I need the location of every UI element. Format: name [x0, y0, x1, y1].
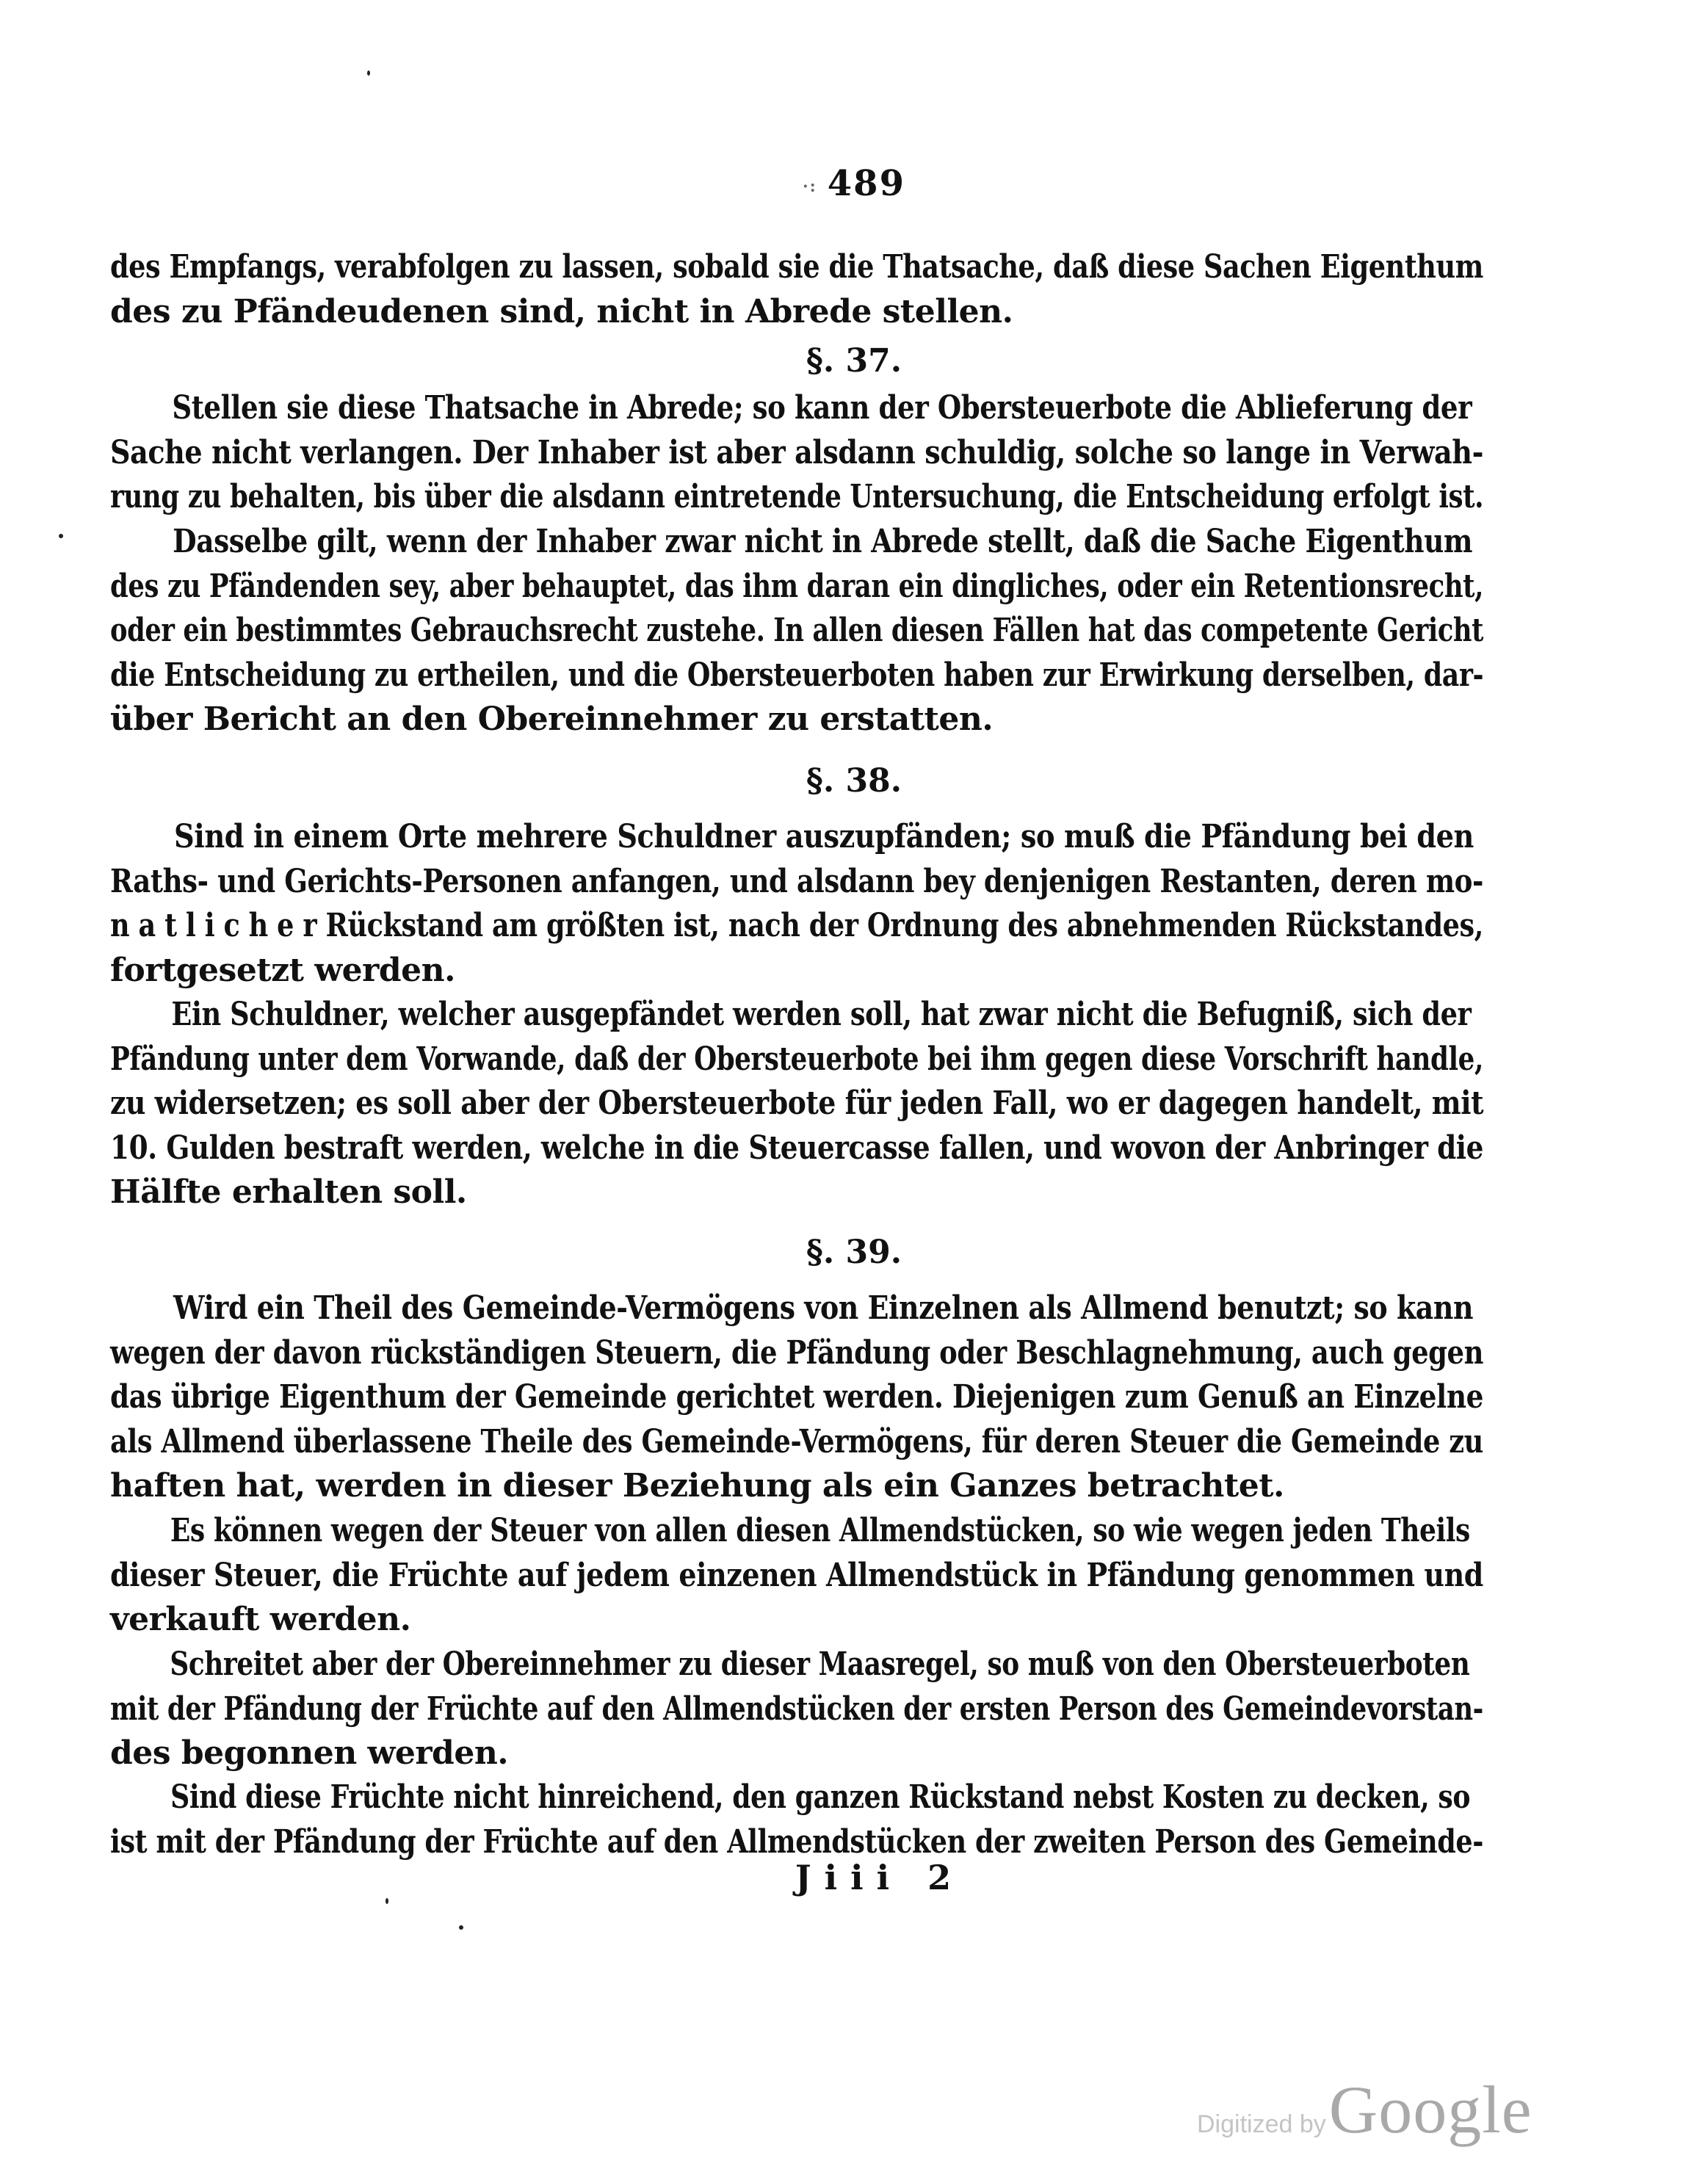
- scan-speck: [367, 70, 370, 76]
- watermark-prefix: Digitized by: [1197, 2110, 1326, 2138]
- section-38-paragraph-2: [110, 993, 1483, 1215]
- text-line: haften hat, werden in dieser Beziehung als ein Ganzes betrachtet.: [110, 1467, 1284, 1505]
- text-line: Sind diese Früchte nicht hinreichend, den ganzen Rückstand nebst Kosten zu decken, so: [170, 1778, 1471, 1816]
- text-line: mit der Pfändung der Früchte auf den Allmendstücken der ersten Person des Gemeindevorstan-: [110, 1690, 1483, 1728]
- text-line: Sache nicht verlangen. Der Inhaber ist aber alsdann schuldig, solche so lange in Verwah-: [110, 433, 1483, 471]
- scan-speck: [59, 534, 63, 538]
- digitized-by-google-watermark: [1197, 2071, 1533, 2149]
- page-number: [0, 163, 1708, 204]
- scan-speck: [459, 1925, 463, 1930]
- google-logo-text: Google: [1328, 2072, 1533, 2147]
- text-line: als Allmend überlassene Theile des Gemeinde-Vermögens, für deren Steuer die Gemeinde zu: [110, 1422, 1483, 1460]
- text-line: des Empfangs, verabfolgen zu lassen, sobald sie die Thatsache, daß diese Sachen Eigenthum: [110, 248, 1483, 286]
- section-heading-38: §. 38.: [806, 762, 902, 800]
- text-line: ist mit der Pfändung der Früchte auf den Allmendstücken der zweiten Person des Gemeinde-: [110, 1822, 1483, 1861]
- section-39-paragraph-3: [110, 1643, 1483, 1776]
- text-line: Es können wegen der Steuer von allen diesen Allmendstücken, so wie wegen jeden Theils: [170, 1512, 1470, 1549]
- text-line: verkauft werden.: [110, 1601, 411, 1638]
- text-line: 10. Gulden bestraft werden, welche in die Steuercasse fallen, und wovon der Anbringer die: [110, 1129, 1483, 1167]
- section-38-paragraph-1: [110, 815, 1483, 993]
- text-line: fortgesetzt werden.: [110, 951, 455, 989]
- text-line: Ein Schuldner, welcher ausgepfändet werden soll, hat zwar nicht die Befugniß, sich der: [171, 996, 1472, 1033]
- text-line: über Bericht an den Obereinnehmer zu erstatten.: [110, 701, 994, 738]
- section-39-paragraph-4: [110, 1775, 1483, 1864]
- continuation-paragraph: [110, 245, 1483, 334]
- page-number-mark: ·:: [803, 176, 817, 196]
- text-line: Sind in einem Orte mehrere Schuldner auszupfänden; so muß die Pfändung bei den: [174, 818, 1474, 855]
- text-line: Wird ein Theil des Gemeinde-Vermögens von Einzelnen als Allmend benutzt; so kann: [173, 1289, 1474, 1327]
- section-37-paragraph-2: [110, 520, 1483, 742]
- text-line: Schreitet aber der Obereinnehmer zu dieser Maasregel, so muß von den Obersteuerboten: [170, 1646, 1470, 1683]
- text-line: Raths- und Gerichts-Personen anfangen, und alsdann bey denjenigen Restanten, deren mo-: [110, 862, 1483, 900]
- text-line: des begonnen werden.: [110, 1734, 509, 1772]
- text-line: dieser Steuer, die Früchte auf jedem einzenen Allmendstück in Pfändung genommen und: [110, 1556, 1483, 1594]
- printer-signature-mark: Jiii 2: [795, 1858, 965, 1897]
- text-line: das übrige Eigenthum der Gemeinde gerichtet werden. Diejenigen zum Genuß an Einzelne: [110, 1378, 1483, 1416]
- text-line: rung zu behalten, bis über die alsdann eintretende Untersuchung, die Entscheidung erfolgt ist.: [110, 478, 1484, 515]
- section-39-paragraph-1: [110, 1286, 1483, 1509]
- page-number-value: 489: [827, 163, 905, 204]
- scan-speck: [386, 1898, 388, 1904]
- text-line: oder ein bestimmtes Gebrauchsrecht zustehe. In allen diesen Fällen hat das competente Gericht: [110, 612, 1483, 649]
- section-37-paragraph-1: [110, 386, 1483, 520]
- text-line: Dasselbe gilt, wenn der Inhaber zwar nicht in Abrede stellt, daß die Sache Eigenthum: [173, 523, 1473, 560]
- section-heading-39: §. 39.: [806, 1234, 902, 1271]
- text-line: Hälfte erhalten soll.: [110, 1173, 467, 1211]
- text-line: Pfändung unter dem Vorwande, daß der Obersteuerbote bei ihm gegen diese Vorschrift handle,: [110, 1040, 1483, 1078]
- text-line: n a t l i c h e r Rückstand am größten ist, nach der Ordnung des abnehmenden Rückstandes,: [110, 907, 1483, 944]
- text-line: zu widersetzen; es soll aber der Obersteuerbote für jeden Fall, wo er dagegen handelt, mit: [110, 1085, 1484, 1122]
- text-line: des zu Pfändeudenen sind, nicht in Abrede stellen.: [110, 292, 1013, 330]
- text-line: die Entscheidung zu ertheilen, und die Obersteuerboten haben zur Erwirkung derselben, dar-: [110, 656, 1484, 694]
- section-39-paragraph-2: [110, 1509, 1483, 1643]
- text-line: Stellen sie diese Thatsache in Abrede; so kann der Obersteuerbote die Ablieferung der: [172, 389, 1472, 427]
- text-line: des zu Pfändenden sey, aber behauptet, das ihm daran ein dingliches, oder ein Retentionsrecht,: [110, 567, 1484, 605]
- text-line: wegen der davon rückständigen Steuern, die Pfändung oder Beschlagnehmung, auch gegen: [110, 1333, 1484, 1372]
- section-heading-37: §. 37.: [806, 342, 902, 380]
